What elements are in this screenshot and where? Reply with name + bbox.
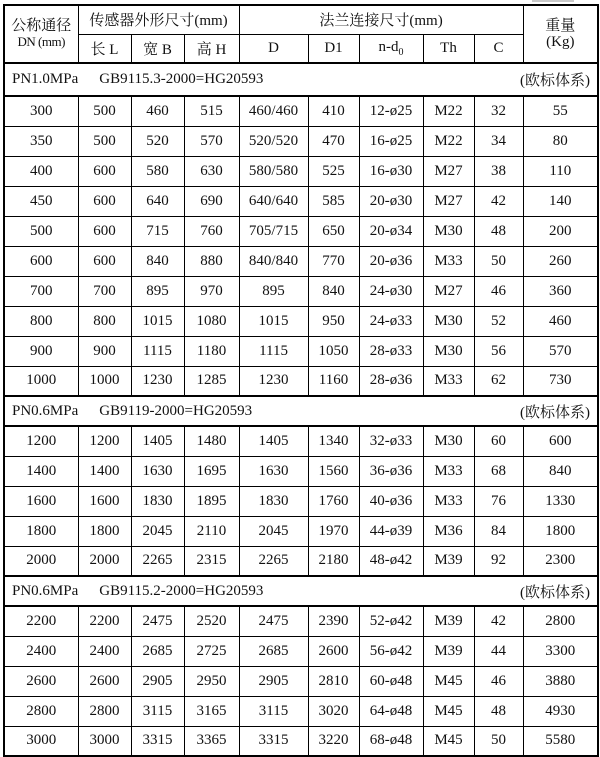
table-cell: 970 — [184, 276, 239, 306]
table-cell: M27 — [423, 186, 474, 216]
table-cell: 570 — [523, 336, 598, 366]
table-cell: 60-ø48 — [359, 666, 423, 696]
table-cell: 52 — [474, 306, 523, 336]
table-cell: 1330 — [523, 486, 598, 516]
table-cell: 300 — [4, 96, 78, 126]
header-nominal-diameter — [4, 5, 78, 63]
table-cell: 1285 — [184, 366, 239, 396]
header-length-l: 长 L — [78, 34, 131, 63]
table-cell: 1830 — [239, 486, 308, 516]
table-cell: 32 — [474, 96, 523, 126]
table-cell: 840 — [131, 246, 184, 276]
table-cell: 2475 — [239, 606, 308, 636]
table-cell: 1405 — [131, 426, 184, 456]
section-header-cell — [4, 576, 598, 606]
table-cell: M30 — [423, 306, 474, 336]
table-cell: 840 — [308, 276, 359, 306]
table-cell: 600 — [78, 156, 131, 186]
table-cell: 2045 — [131, 516, 184, 546]
table-cell: 600 — [523, 426, 598, 456]
table-cell: 55 — [523, 96, 598, 126]
table-cell: 2950 — [184, 666, 239, 696]
table-cell: 1015 — [239, 306, 308, 336]
table-cell: 12-ø25 — [359, 96, 423, 126]
table-cell: 2390 — [308, 606, 359, 636]
table-cell: 1405 — [239, 426, 308, 456]
table-row — [4, 246, 598, 276]
table-cell: 110 — [523, 156, 598, 186]
table-cell: 705/715 — [239, 216, 308, 246]
table-cell: 1050 — [308, 336, 359, 366]
table-cell: 950 — [308, 306, 359, 336]
table-cell: 1895 — [184, 486, 239, 516]
table-cell: 700 — [4, 276, 78, 306]
table-cell: 62 — [474, 366, 523, 396]
table-row — [4, 276, 598, 306]
table-cell: 895 — [131, 276, 184, 306]
table-cell: 1970 — [308, 516, 359, 546]
section-header-cell — [4, 396, 598, 426]
table-cell: 1800 — [78, 516, 131, 546]
section-pressure-rating: PN1.0MPa — [12, 71, 79, 87]
table-cell: 28-ø33 — [359, 336, 423, 366]
table-cell: 4930 — [523, 696, 598, 726]
header-width-b: 宽 B — [131, 34, 184, 63]
table-cell: 700 — [78, 276, 131, 306]
table-cell: 3115 — [239, 696, 308, 726]
table-cell: 50 — [474, 246, 523, 276]
table-cell: 585 — [308, 186, 359, 216]
table-cell: 580/580 — [239, 156, 308, 186]
table-cell: 460 — [131, 96, 184, 126]
table-cell: 1630 — [131, 456, 184, 486]
header-th: Th — [423, 34, 474, 63]
table-cell: 40-ø36 — [359, 486, 423, 516]
table-cell: M22 — [423, 126, 474, 156]
table-cell: 1000 — [4, 366, 78, 396]
table-cell: 16-ø30 — [359, 156, 423, 186]
table-cell: M45 — [423, 666, 474, 696]
table-cell: 2200 — [4, 606, 78, 636]
table-cell: 3220 — [308, 726, 359, 756]
table-cell: 410 — [308, 96, 359, 126]
table-cell: 690 — [184, 186, 239, 216]
table-cell: 2110 — [184, 516, 239, 546]
table-row — [4, 426, 598, 456]
table-cell: 2800 — [523, 606, 598, 636]
table-cell: 570 — [184, 126, 239, 156]
table-cell: 2810 — [308, 666, 359, 696]
header-c: C — [474, 34, 523, 63]
header-row-groups — [4, 5, 598, 34]
table-cell: 730 — [523, 366, 598, 396]
table-cell: 3115 — [131, 696, 184, 726]
table-cell: 600 — [78, 186, 131, 216]
table-cell: 2315 — [184, 546, 239, 576]
table-cell: 400 — [4, 156, 78, 186]
table-cell: 52-ø42 — [359, 606, 423, 636]
table-cell: M22 — [423, 96, 474, 126]
section-header-row — [4, 63, 598, 96]
table-cell: 68 — [474, 456, 523, 486]
table-cell: 515 — [184, 96, 239, 126]
table-cell: 2520 — [184, 606, 239, 636]
table-cell: 20-ø34 — [359, 216, 423, 246]
table-cell: 520 — [131, 126, 184, 156]
table-cell: 2045 — [239, 516, 308, 546]
table-cell: 16-ø25 — [359, 126, 423, 156]
table-cell: 32-ø33 — [359, 426, 423, 456]
table-row — [4, 546, 598, 576]
table-cell: 2600 — [308, 636, 359, 666]
section-system-note: (欧标体系) — [520, 584, 591, 601]
header-height-h: 高 H — [184, 34, 239, 63]
table-cell: 600 — [4, 246, 78, 276]
table-cell: 760 — [184, 216, 239, 246]
table-cell: M39 — [423, 636, 474, 666]
table-cell: 1800 — [4, 516, 78, 546]
table-cell: M36 — [423, 516, 474, 546]
table-cell: 1015 — [131, 306, 184, 336]
table-cell: M33 — [423, 456, 474, 486]
table-cell: 38 — [474, 156, 523, 186]
table-cell: 2685 — [239, 636, 308, 666]
table-cell: 715 — [131, 216, 184, 246]
table-row — [4, 606, 598, 636]
table-cell: 1115 — [131, 336, 184, 366]
table-row — [4, 456, 598, 486]
table-cell: 640 — [131, 186, 184, 216]
table-cell: 650 — [308, 216, 359, 246]
header-d1: D1 — [308, 34, 359, 63]
section-standard: GB9115.2-2000=HG20593 — [99, 582, 264, 599]
table-cell: 2000 — [78, 546, 131, 576]
header-nominal-diameter-en: DN (mm) — [17, 34, 65, 49]
table-cell: 2300 — [523, 546, 598, 576]
table-cell: 1230 — [131, 366, 184, 396]
table-row — [4, 666, 598, 696]
table-cell: 48 — [474, 696, 523, 726]
table-cell: 900 — [78, 336, 131, 366]
table-cell: 1830 — [131, 486, 184, 516]
section-header-cell — [4, 63, 598, 96]
table-cell: M30 — [423, 426, 474, 456]
table-cell: 2400 — [78, 636, 131, 666]
table-row — [4, 636, 598, 666]
table-cell: 200 — [523, 216, 598, 246]
table-cell: 1480 — [184, 426, 239, 456]
table-cell: 600 — [78, 216, 131, 246]
table-cell: 800 — [78, 306, 131, 336]
table-cell: 500 — [78, 96, 131, 126]
table-cell: 2600 — [4, 666, 78, 696]
table-cell: 260 — [523, 246, 598, 276]
table-cell: 24-ø30 — [359, 276, 423, 306]
table-cell: 68-ø48 — [359, 726, 423, 756]
table-cell: 1200 — [78, 426, 131, 456]
table-cell: M39 — [423, 546, 474, 576]
table-cell: 520/520 — [239, 126, 308, 156]
table-row — [4, 366, 598, 396]
table-cell: 1180 — [184, 336, 239, 366]
table-cell: 580 — [131, 156, 184, 186]
table-header — [4, 5, 598, 63]
table-cell: 1115 — [239, 336, 308, 366]
table-cell: M33 — [423, 366, 474, 396]
table-cell: 880 — [184, 246, 239, 276]
table-cell: 840/840 — [239, 246, 308, 276]
table-cell: 460 — [523, 306, 598, 336]
table-cell: 46 — [474, 276, 523, 306]
table-cell: 525 — [308, 156, 359, 186]
section-standard: GB9119-2000=HG20593 — [99, 402, 253, 419]
table-cell: 1400 — [78, 456, 131, 486]
table-cell: 24-ø33 — [359, 306, 423, 336]
table-cell: M33 — [423, 486, 474, 516]
table-cell: 1000 — [78, 366, 131, 396]
table-cell: M27 — [423, 276, 474, 306]
table-body — [4, 63, 598, 756]
table-cell: 3000 — [78, 726, 131, 756]
header-n-d0 — [359, 34, 423, 63]
table-cell: 42 — [474, 186, 523, 216]
table-cell: 3300 — [523, 636, 598, 666]
section-standard: GB9115.3-2000=HG20593 — [99, 71, 264, 87]
table-cell: 1200 — [4, 426, 78, 456]
table-cell: M45 — [423, 726, 474, 756]
table-cell: 2600 — [78, 666, 131, 696]
section-pressure-rating: PN0.6MPa — [12, 402, 79, 419]
table-row — [4, 306, 598, 336]
table-cell: 56-ø42 — [359, 636, 423, 666]
table-row — [4, 186, 598, 216]
table-cell: 450 — [4, 186, 78, 216]
table-cell: 46 — [474, 666, 523, 696]
table-cell: 84 — [474, 516, 523, 546]
table-cell: 3315 — [239, 726, 308, 756]
table-row — [4, 96, 598, 126]
table-cell: 60 — [474, 426, 523, 456]
table-cell: 770 — [308, 246, 359, 276]
table-cell: 2725 — [184, 636, 239, 666]
table-row — [4, 216, 598, 246]
section-system-note: (欧标体系) — [520, 404, 591, 421]
table-cell: 64-ø48 — [359, 696, 423, 726]
table-cell: 20-ø36 — [359, 246, 423, 276]
table-cell: M45 — [423, 696, 474, 726]
section-pressure-rating: PN0.6MPa — [12, 582, 79, 599]
table-cell: 42 — [474, 606, 523, 636]
flange-spec-table — [3, 4, 599, 757]
table-cell: 1630 — [239, 456, 308, 486]
table-cell: 600 — [78, 246, 131, 276]
table-cell: 2475 — [131, 606, 184, 636]
table-cell: 640/640 — [239, 186, 308, 216]
table-cell: 34 — [474, 126, 523, 156]
table-cell: 92 — [474, 546, 523, 576]
header-flange-dimensions-group: 法兰连接尺寸(mm) — [239, 5, 523, 34]
table-cell: M30 — [423, 336, 474, 366]
table-cell: 900 — [4, 336, 78, 366]
table-cell: 840 — [523, 456, 598, 486]
header-sensor-dimensions-group: 传感器外形尺寸(mm) — [78, 5, 239, 34]
table-cell: 630 — [184, 156, 239, 186]
header-nominal-diameter-cn: 公称通径 — [11, 18, 72, 34]
table-cell: 50 — [474, 726, 523, 756]
table-cell: 2180 — [308, 546, 359, 576]
header-row-subcolumns — [4, 34, 598, 63]
table-cell: 350 — [4, 126, 78, 156]
table-cell: 1560 — [308, 456, 359, 486]
table-cell: 36-ø36 — [359, 456, 423, 486]
header-weight-unit: (Kg) — [546, 34, 575, 50]
table-cell: M30 — [423, 216, 474, 246]
table-cell: M33 — [423, 246, 474, 276]
table-cell: 1400 — [4, 456, 78, 486]
table-cell: 360 — [523, 276, 598, 306]
table-cell: 44-ø39 — [359, 516, 423, 546]
table-cell: 3365 — [184, 726, 239, 756]
table-cell: 895 — [239, 276, 308, 306]
table-cell: 500 — [78, 126, 131, 156]
table-cell: 48 — [474, 216, 523, 246]
table-row — [4, 126, 598, 156]
header-n-d0-sub: 0 — [398, 46, 404, 58]
table-cell: 1160 — [308, 366, 359, 396]
table-cell: 1600 — [78, 486, 131, 516]
table-cell: 1080 — [184, 306, 239, 336]
table-cell: 20-ø30 — [359, 186, 423, 216]
table-row — [4, 696, 598, 726]
table-cell: 44 — [474, 636, 523, 666]
header-weight — [523, 5, 598, 63]
section-header-row — [4, 396, 598, 426]
table-cell: 1600 — [4, 486, 78, 516]
section-header-row — [4, 576, 598, 606]
table-row — [4, 156, 598, 186]
table-cell: 3165 — [184, 696, 239, 726]
table-cell: 2265 — [239, 546, 308, 576]
table-cell: 1800 — [523, 516, 598, 546]
table-cell: 2905 — [239, 666, 308, 696]
table-cell: 2800 — [4, 696, 78, 726]
table-cell: 3315 — [131, 726, 184, 756]
table-cell: M27 — [423, 156, 474, 186]
table-cell: 460/460 — [239, 96, 308, 126]
table-cell: 80 — [523, 126, 598, 156]
table-row — [4, 726, 598, 756]
table-row — [4, 336, 598, 366]
table-row — [4, 486, 598, 516]
table-cell: 470 — [308, 126, 359, 156]
table-cell: 1760 — [308, 486, 359, 516]
section-system-note: (欧标体系) — [520, 73, 591, 89]
table-cell: 1230 — [239, 366, 308, 396]
table-cell: 3880 — [523, 666, 598, 696]
table-cell: 140 — [523, 186, 598, 216]
top-edge-artifact — [532, 0, 574, 2]
table-row — [4, 516, 598, 546]
table-cell: 5580 — [523, 726, 598, 756]
table-cell: 500 — [4, 216, 78, 246]
table-cell: 3000 — [4, 726, 78, 756]
header-n-d0-base: n-d — [378, 38, 399, 55]
table-cell: 48-ø42 — [359, 546, 423, 576]
table-cell: 1340 — [308, 426, 359, 456]
header-d: D — [239, 34, 308, 63]
table-cell: 2265 — [131, 546, 184, 576]
table-cell: 2000 — [4, 546, 78, 576]
table-cell: 76 — [474, 486, 523, 516]
table-cell: 3020 — [308, 696, 359, 726]
table-cell: 800 — [4, 306, 78, 336]
table-cell: 2200 — [78, 606, 131, 636]
table-cell: 28-ø36 — [359, 366, 423, 396]
table-cell: 2685 — [131, 636, 184, 666]
table-cell: 2800 — [78, 696, 131, 726]
header-weight-cn: 重量 — [545, 18, 576, 34]
table-cell: 56 — [474, 336, 523, 366]
table-cell: M39 — [423, 606, 474, 636]
table-cell: 2905 — [131, 666, 184, 696]
table-cell: 2400 — [4, 636, 78, 666]
table-cell: 1695 — [184, 456, 239, 486]
